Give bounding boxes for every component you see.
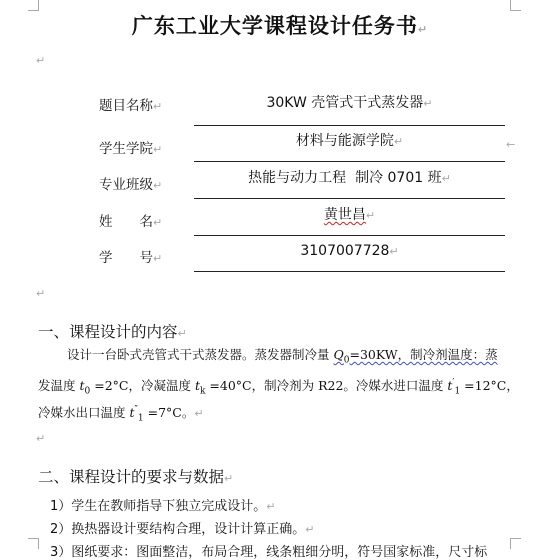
field-underline xyxy=(194,125,505,126)
field-label-class: 专业班级↵ xyxy=(99,177,163,193)
requirement-item: 2）换热器设计要结构合理，设计计算正确。↵ xyxy=(50,522,315,537)
paragraph-mark-icon: ↵ xyxy=(417,23,429,36)
field-underline xyxy=(194,271,505,272)
paragraph-mark-icon: ↵ xyxy=(36,432,46,445)
right-margin-arrow-icon: ← xyxy=(506,138,516,151)
field-value-name: 黄世昌↵ xyxy=(323,207,376,223)
content-line-3: 冷媒水出口温度 $t''_1 =7^\circ C$。↵ xyxy=(38,405,204,424)
document-title xyxy=(0,10,560,40)
content-line-1: 设计一台卧式壳管式干式蒸发器。蒸发器制冷量 $Q_0=30KW$，制冷剂温度：蒸 xyxy=(67,347,498,366)
page-corner-mark xyxy=(510,538,521,549)
field-label-school: 学生学院↵ xyxy=(99,141,163,157)
field-value-student-id: 3107007728↵ xyxy=(300,243,399,259)
field-underline xyxy=(194,161,505,162)
section-heading-requirements: 二、课程设计的要求与数据↵ xyxy=(38,468,234,486)
field-value-title: 30KW 壳管式干式蒸发器↵ xyxy=(266,95,433,111)
requirement-item: 3）图纸要求：图面整洁，布局合理，线条粗细分明，符号国家标准，尺寸标 xyxy=(50,545,488,560)
content-line-2: 发温度 $t_0 =2^\circ C$，冷凝温度 $t_k =40^\circ C$，制冷剂为 R22。冷媒水进口温度 $t'_1 =12^\circ C$， xyxy=(38,378,519,397)
field-underline xyxy=(194,198,505,199)
field-label-title: 题目名称↵ xyxy=(99,98,163,114)
field-value-school: 材料与能源学院↵ xyxy=(295,133,404,149)
paragraph-mark-icon: ↵ xyxy=(36,54,46,67)
page-corner-mark xyxy=(28,538,39,549)
paragraph-mark-icon: ↵ xyxy=(36,287,46,300)
field-label-name: 姓 名↵ xyxy=(99,214,163,230)
field-underline xyxy=(194,235,505,236)
document-title-text: 广东工业大学课程设计任务书 xyxy=(131,13,418,38)
requirement-item: 1）学生在教师指导下独立完成设计。↵ xyxy=(50,499,276,514)
field-label-student-id: 学 号↵ xyxy=(99,250,163,266)
field-value-class: 热能与动力工程 制冷 0701 班↵ xyxy=(248,170,451,186)
section-heading-content: 一、课程设计的内容↵ xyxy=(38,323,187,341)
